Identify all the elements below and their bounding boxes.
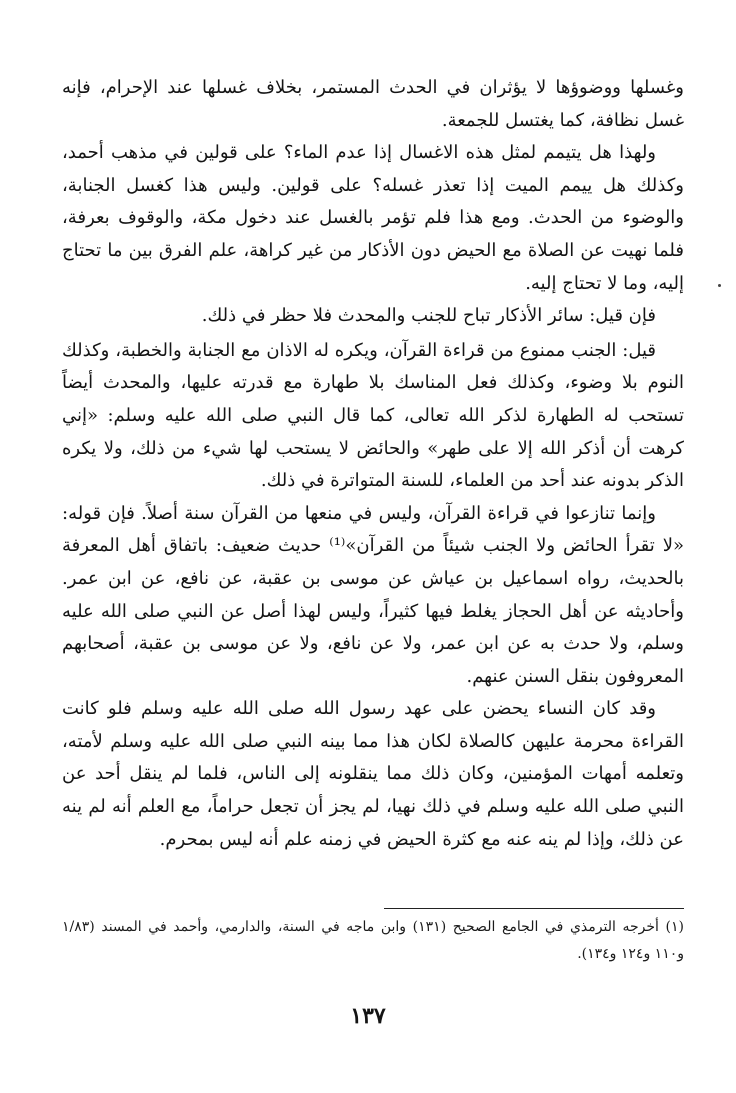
main-text: [62, 72, 684, 856]
paragraph-5: وإنما تنازعوا في قراءة القرآن، وليس في منعها من القرآن سنة أصلاً. فإن قوله: «لا تقرأ الحائض ولا الجنب شيئاً من القرآن»⁽¹⁾ حديث ضعيف: باتفاق أهل المعرفة بالحديث، رواه اسماعيل بن عياش عن موسى بن عقبة، عن نافع، عن ابن عمر. وأحاديثه عن أهل الحجاز يغلط فيها كثيراً، وليس لهذا أصل عن النبي صلى الله عليه وسلم، ولا حدث به عن ابن عمر، ولا عن نافع، ولا عن موسى بن عقبة، أصحابهم المعروفون بنقل السنن عنهم.: [62, 502, 684, 687]
footnote-divider: [384, 908, 684, 909]
paragraph-2: ولهذا هل يتيمم لمثل هذه الاغسال إذا عدم الماء؟ على قولين في مذهب أحمد، وكذلك هل ييمم الميت إذا تعذر غسله؟ على قولين. وليس هذا كغسل الجنابة، والوضوء من الحدث. ومع هذا فلم تؤمر بالغسل عند دخول مكة، والوقوف بعرفة، فلما نهيت عن الصلاة مع الحيض دون الأذكار من غير كراهة، علم الفرق بين ما تحتاج إليه، وما لا تحتاج إليه.: [62, 142, 684, 294]
footnote: (١) أخرجه الترمذي في الجامع الصحيح (١٣١) وابن ماجه في السنة، والدارمي، وأحمد في المسند (١/٨٣ و١١٠ و١٢٤ و١٣٤).: [62, 919, 684, 962]
paragraph-4: قيل: الجنب ممنوع من قراءة القرآن، ويكره له الاذان مع الجنابة والخطبة، وكذلك النوم بلا وضوء، وكذلك فعل المناسك بلا طهارة مع قدرته عليها، والمحدث أيضاً تستحب له الطهارة لذكر الله تعالى، كما قال النبي صلى الله عليه وسلم: «إني كرهت أن أذكر الله إلا على طهر» والحائض لا يستحب لها شيء من ذلك، ولا يكره الذكر بدونه عند أحد من العلماء، للسنة المتواترة في ذلك.: [62, 339, 684, 492]
paragraph-1: وغسلها ووضوؤها لا يؤثران في الحدث المستمر، بخلاف غسلها عند الإحرام، فإنه غسل نظافة، كما يغتسل للجمعة.: [62, 77, 684, 131]
page-number: ١٣٧: [350, 1003, 386, 1029]
margin-dot: [718, 284, 721, 287]
paragraph-6: وقد كان النساء يحضن على عهد رسول الله صلى الله عليه وسلم فلو كانت القراءة محرمة عليهن كالصلاة لكان هذا مما بينه النبي صلى الله عليه وسلم لأمته، وتعلمه أمهات المؤمنين، وكان ذلك مما ينقلونه إلى الناس، فلما لم ينقل أحد عن النبي صلى الله عليه وسلم في ذلك نهيا، لم يجز أن تجعل حراماً، مع العلم أنه لم ينه عن ذلك، وإذا لم ينه عنه مع كثرة الحيض في زمنه علم أنه ليس بمحرم.: [62, 698, 684, 850]
paragraph-3: فإن قيل: سائر الأذكار تباح للجنب والمحدث فلا حظر في ذلك.: [201, 305, 656, 327]
